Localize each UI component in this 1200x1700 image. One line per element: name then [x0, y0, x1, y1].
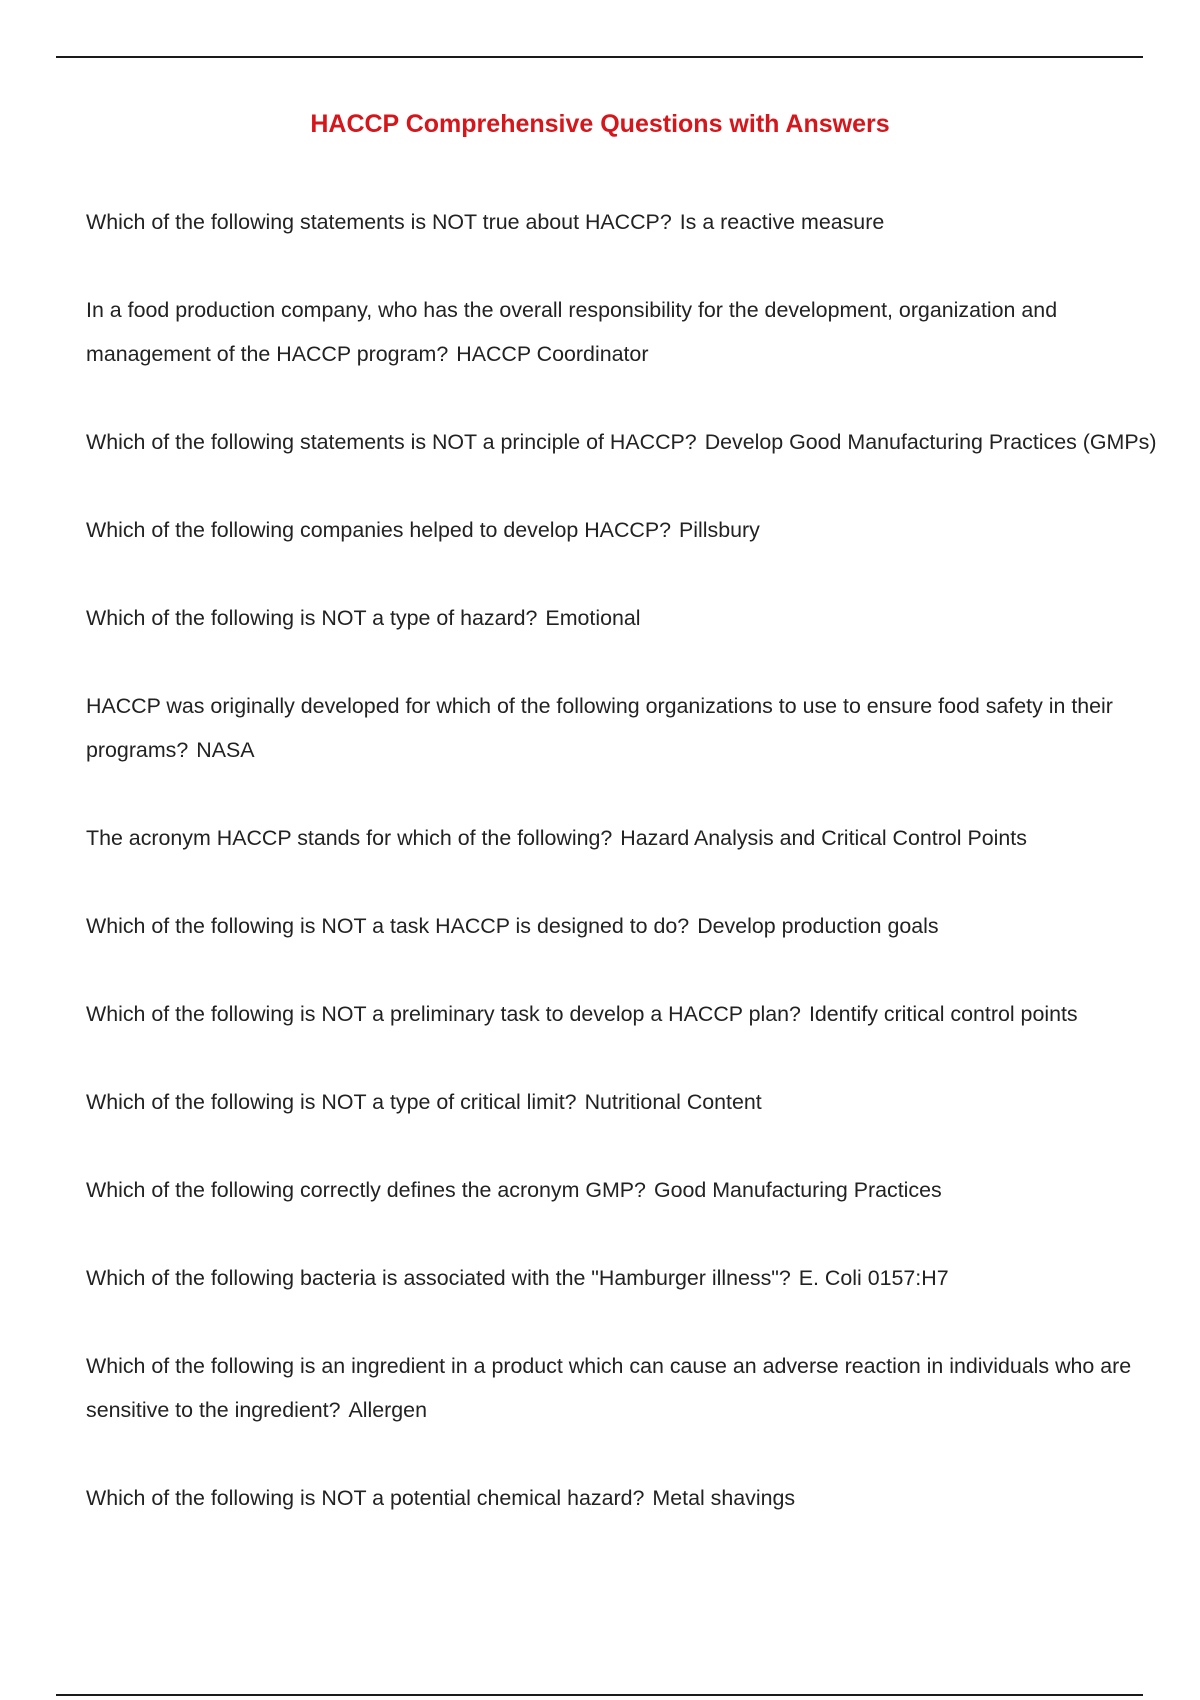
qa-item: [86, 1168, 1186, 1212]
question-text: Which of the following statements is NOT true about HACCP?: [86, 210, 672, 234]
question-text: Which of the following is NOT a preliminary task to develop a HACCP plan?: [86, 1002, 801, 1026]
question-text: Which of the following correctly defines the acronym GMP?: [86, 1178, 646, 1202]
question-text: In a food production company, who has the overall responsibility for the development, organization and management of the HACCP program?: [86, 298, 1058, 366]
qa-item: [86, 904, 1186, 948]
answer-text: Nutritional Content: [584, 1090, 762, 1114]
qa-item: [86, 816, 1186, 860]
question-text: Which of the following is NOT a type of hazard?: [86, 606, 538, 630]
question-text: Which of the following is NOT a potential chemical hazard?: [86, 1486, 645, 1510]
question-text: Which of the following companies helped to develop HACCP?: [86, 518, 672, 542]
answer-text: E. Coli 0157:H7: [798, 1266, 949, 1290]
qa-item: [86, 1080, 1186, 1124]
answer-text: Pillsbury: [679, 518, 760, 542]
answer-text: Metal shavings: [652, 1486, 796, 1510]
page-title: HACCP Comprehensive Questions with Answers: [310, 110, 890, 138]
qa-item: [86, 288, 1186, 376]
question-text: Which of the following is NOT a task HACCP is designed to do?: [86, 914, 690, 938]
answer-text: Emotional: [545, 606, 641, 630]
answer-text: Hazard Analysis and Critical Control Points: [620, 826, 1027, 850]
answer-text: HACCP Coordinator: [456, 342, 649, 366]
answer-text: Identify critical control points: [808, 1002, 1078, 1026]
header-rule: [56, 56, 1143, 58]
answer-text: Is a reactive measure: [679, 210, 885, 234]
answer-text: Good Manufacturing Practices: [653, 1178, 942, 1202]
qa-item: [86, 1344, 1186, 1432]
qa-item: [86, 508, 1186, 552]
qa-list: [86, 200, 1186, 1564]
answer-text: Allergen: [348, 1398, 427, 1422]
answer-text: Develop production goals: [697, 914, 939, 938]
qa-item: [86, 684, 1186, 772]
question-text: Which of the following is an ingredient in a product which can cause an adverse reaction in individuals who are sensitive to the ingredient?: [86, 1354, 1132, 1422]
question-text: HACCP was originally developed for which of the following organizations to use to ensure food safety in their programs?: [86, 694, 1113, 762]
qa-item: [86, 596, 1186, 640]
answer-text: NASA: [196, 738, 255, 762]
question-text: Which of the following is NOT a type of critical limit?: [86, 1090, 577, 1114]
qa-item: [86, 992, 1186, 1036]
qa-item: [86, 1476, 1186, 1520]
qa-item: [86, 1256, 1186, 1300]
qa-item: [86, 200, 1186, 244]
question-text: The acronym HACCP stands for which of the following?: [86, 826, 613, 850]
question-text: Which of the following statements is NOT a principle of HACCP?: [86, 430, 697, 454]
question-text: Which of the following bacteria is associated with the "Hamburger illness"?: [86, 1266, 791, 1290]
answer-text: Develop Good Manufacturing Practices (GMPs): [704, 430, 1157, 454]
footer-rule: [56, 1694, 1143, 1696]
qa-item: [86, 420, 1186, 464]
